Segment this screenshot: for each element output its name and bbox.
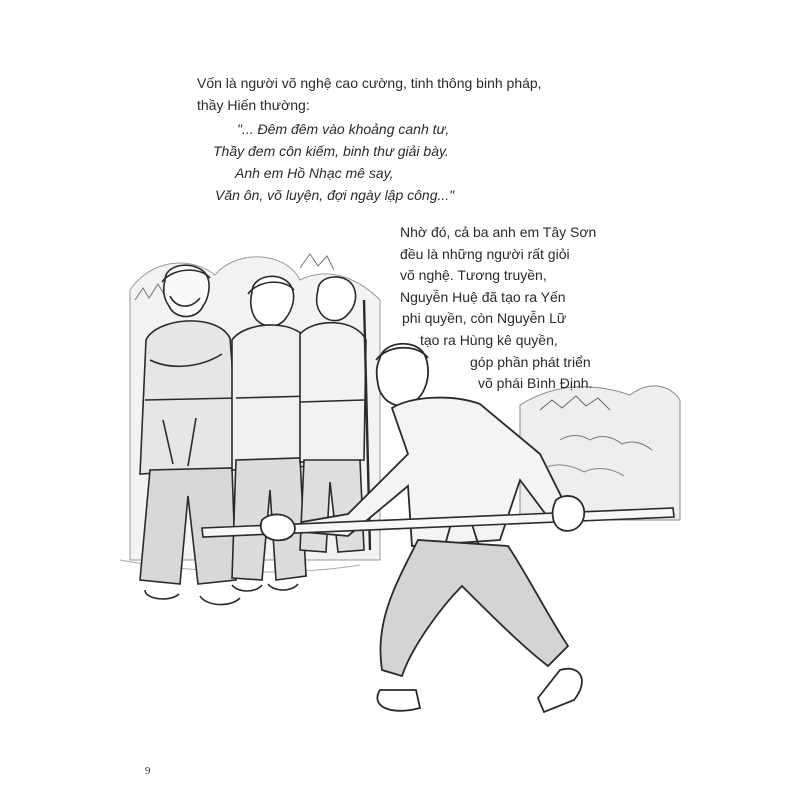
side-paragraph: [400, 222, 640, 395]
side-line: phi quyền, còn Nguyễn Lữ: [402, 310, 567, 327]
side-line: tạo ra Hùng kê quyền,: [420, 331, 558, 348]
side-line: góp phần phát triển: [470, 353, 591, 370]
side-line: Nhờ đó, cả ba anh em Tây Sơn: [400, 224, 597, 240]
side-line: võ phái Bình Định.: [478, 375, 593, 392]
intro-line: Vốn là người võ nghệ cao cường, tinh thông binh pháp,: [197, 75, 542, 91]
poem-line: Anh em Hồ Nhạc mê say,: [235, 165, 394, 181]
page-number: 9: [145, 765, 151, 777]
intro-paragraph: [197, 72, 617, 116]
intro-line: thầy Hiến thường:: [197, 97, 310, 113]
side-line: đều là những người rất giỏi: [400, 245, 570, 262]
poem-line: Thầy đem côn kiếm, binh thư giải bày.: [213, 143, 449, 159]
side-line: võ nghệ. Tương truyền,: [400, 267, 547, 284]
poem-line: Văn ôn, võ luyện, đợi ngày lập công...": [215, 187, 455, 203]
poem-verse: [213, 118, 533, 206]
side-line: Nguyễn Huệ đã tạo ra Yến: [400, 288, 566, 305]
poem-line: "... Đêm đêm vào khoảng canh tư,: [237, 121, 450, 137]
